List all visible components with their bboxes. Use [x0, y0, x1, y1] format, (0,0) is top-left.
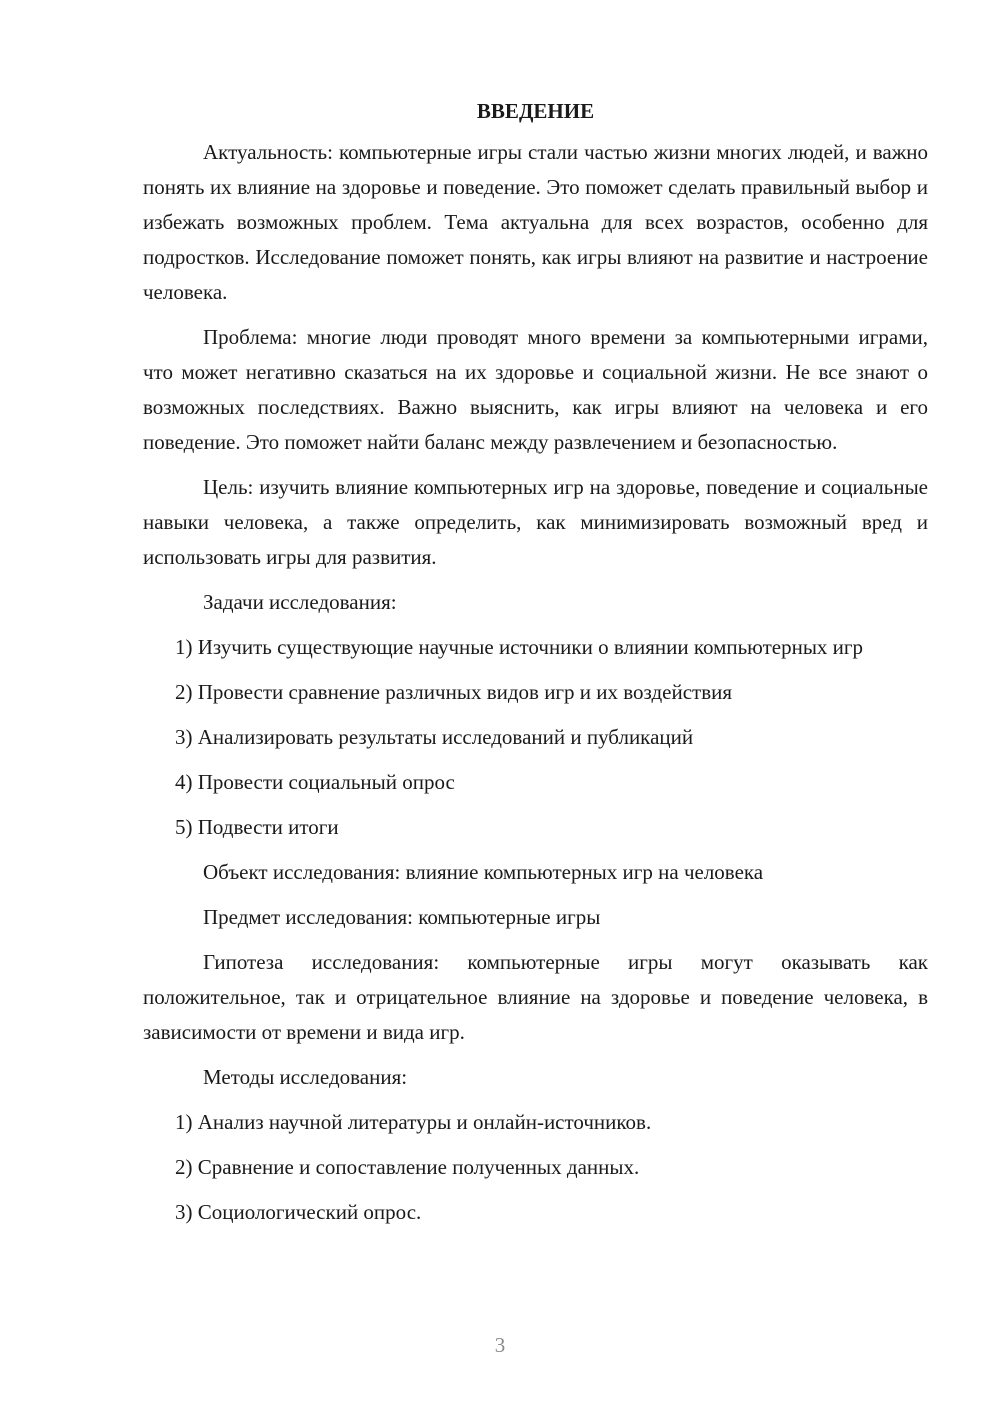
method-item: 3) Социологический опрос.	[175, 1200, 422, 1224]
subject-paragraph: Предмет исследования: компьютерные игры	[203, 905, 601, 929]
hypothesis-paragraph: Гипотеза исследования: компьютерные игры могут оказывать как положительное, так и отрицательное влияние на здоровье и поведение человека, в зависимости от времени и вида игр.	[143, 950, 928, 1044]
method-item: 2) Сравнение и сопоставление полученных данных.	[175, 1155, 640, 1179]
page-number: 3	[494, 1333, 506, 1357]
goal-paragraph: Цель: изучить влияние компьютерных игр на здоровье, поведение и социальные навыки человека, а также определить, как минимизировать возможный вред и использовать игры для развития.	[143, 475, 928, 569]
method-item: 1) Анализ научной литературы и онлайн-источников.	[175, 1110, 652, 1134]
section-title: ВВЕДЕНИЕ	[476, 99, 595, 123]
task-item: 2) Провести сравнение различных видов игр и их воздействия	[175, 680, 733, 704]
object-paragraph: Объект исследования: влияние компьютерных игр на человека	[203, 860, 764, 884]
tasks-heading: Задачи исследования:	[203, 590, 397, 614]
task-item: 1) Изучить существующие научные источники о влиянии компьютерных игр	[175, 635, 864, 659]
relevance-paragraph: Актуальность: компьютерные игры стали частью жизни многих людей, и важно понять их влияние на здоровье и поведение. Это поможет сделать правильный выбор и избежать возможных проблем. Тема актуальна для всех возрастов, особенно для подростков. Исследование поможет понять, как игры влияют на развитие и настроение человека.	[143, 140, 928, 304]
problem-paragraph: Проблема: многие люди проводят много времени за компьютерными играми, что может негативно сказаться на их здоровье и социальной жизни. Не все знают о возможных последствиях. Важно выяснить, как игры влияют на человека и его поведение. Это поможет найти баланс между развлечением и безопасностью.	[143, 325, 928, 454]
page-content	[143, 94, 928, 1240]
methods-heading: Методы исследования:	[203, 1065, 408, 1089]
task-item: 4) Провести социальный опрос	[175, 770, 455, 794]
task-item: 5) Подвести итоги	[175, 815, 339, 839]
task-item: 3) Анализировать результаты исследований и публикаций	[175, 725, 694, 749]
